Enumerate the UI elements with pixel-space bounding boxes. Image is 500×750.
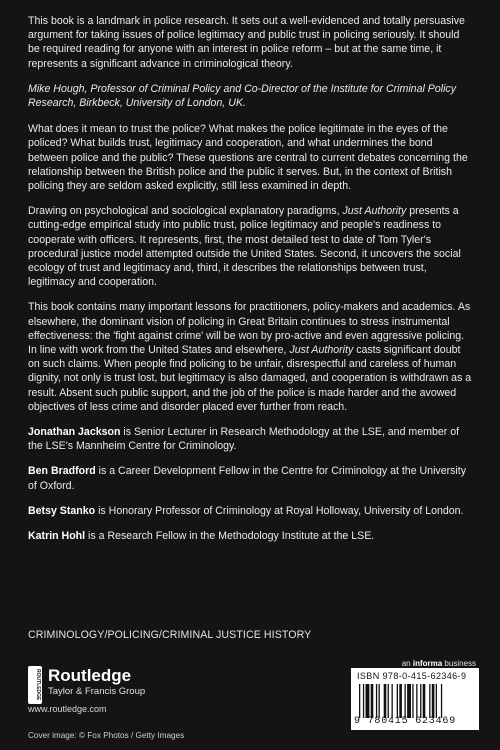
isbn-label: ISBN 978-0-415-62346-9 bbox=[357, 671, 467, 681]
author-description: is a Research Fellow in the Methodology Institute at the LSE. bbox=[85, 530, 375, 543]
informa-business-label bbox=[402, 659, 476, 668]
publisher-url: www.routledge.com bbox=[28, 704, 107, 714]
study-text-b: presents a cutting-edge empirical study into public trust, police legitimacy and people's readiness to cooperate with officers. It represents, first, the most detailed test to date of Tom Tyler's procedural justice model attempted outside the United States. Second, it uncovers the social ecology of trust and legitimacy and, third, it describes the relationships between trust, legitimacy and cooperation. bbox=[28, 205, 461, 289]
intro-paragraph: This book is a landmark in police research. It sets out a well-evidenced and totally persuasive argument for taking issues of police legitimacy and public trust in policing seriously. It should be required reading for anyone with an interest in police reform – but at the same time, it represents a significant advance in criminological theory. bbox=[28, 15, 465, 70]
questions-paragraph: What does it mean to trust the police? What makes the police legitimate in the eyes of the policed? What builds trust, legitimacy and cooperation, and what undermines the bond between police and the public? These questions are central to current debates concerning the relationship between the British police and the public it serves. But, in the context of British policing they are seldom asked explicitly, still less examined in depth. bbox=[28, 123, 468, 193]
author-description: is a Career Development Fellow in the Centre for Criminology at the University of Oxford. bbox=[28, 465, 467, 492]
publisher-group: Taylor & Francis Group bbox=[48, 686, 146, 697]
informa-brand: informa bbox=[412, 659, 443, 668]
author-name: Ben Bradford bbox=[28, 465, 96, 478]
cover-image-credit: Cover image: © Fox Photos / Getty Images bbox=[28, 731, 185, 740]
author-bio bbox=[28, 464, 474, 492]
author-description: is Senior Lecturer in Research Methodology at the LSE, and member of the LSE's Mannheim Centre for Criminology. bbox=[28, 426, 460, 453]
lessons-paragraph bbox=[28, 300, 474, 414]
endorsement bbox=[28, 82, 474, 110]
study-paragraph bbox=[28, 204, 474, 289]
routledge-logo bbox=[28, 666, 188, 706]
informa-prefix: an bbox=[401, 659, 413, 668]
author-bio bbox=[28, 425, 474, 453]
back-cover-text bbox=[28, 14, 474, 554]
author-name: Katrin Hohl bbox=[28, 530, 86, 543]
logo-mark-text: ROUTLEDGE bbox=[35, 669, 41, 701]
author-name: Jonathan Jackson bbox=[28, 426, 121, 439]
endorsement-text: Mike Hough, Professor of Criminal Policy and Co-Director of the Institute for Criminal Policy Research, Birkbeck, University of London, UK. bbox=[28, 82, 457, 110]
author-bio bbox=[28, 529, 474, 543]
barcode-icon bbox=[359, 684, 471, 718]
publisher-name: Routledge bbox=[48, 666, 132, 685]
study-text-a: Drawing on psychological and sociological explanatory paradigms, bbox=[28, 205, 343, 218]
subject-category: CRIMINOLOGY/POLICING/CRIMINAL JUSTICE HISTORY bbox=[28, 629, 312, 641]
informa-suffix: business bbox=[442, 659, 476, 668]
book-title-ref: Just Authority bbox=[342, 205, 407, 218]
author-name: Betsy Stanko bbox=[28, 504, 96, 517]
lessons-text-a: This book contains many important lessons for practitioners, policy-makers and academics. As elsewhere, the dominant vision of policing in Great Britain continues to stress instrumental effectiveness: the 'fight against crime' will be won by pro-active and even aggressive policing. In line with work from the United States and elsewhere, bbox=[28, 301, 471, 357]
lessons-text-b: casts significant doubt on such claims. When people find policing to be unfair, disrespectful and careless of human dignity, not only is trust lost, but legitimacy is also damaged, and cooperation is withdrawn as a result. Absent such public support, and the job of the police is made harder and the avowed objectives of less crime and disorder placed ever further from reach. bbox=[28, 344, 472, 413]
author-description: is Honorary Professor of Criminology at Royal Holloway, University of London. bbox=[95, 504, 464, 517]
isbn-barcode bbox=[351, 668, 479, 730]
routledge-logo-icon bbox=[28, 666, 42, 704]
book-title-ref: Just Authority bbox=[289, 344, 354, 357]
barcode-number: 9 780415 623469 bbox=[354, 716, 457, 727]
author-bio bbox=[28, 504, 474, 518]
